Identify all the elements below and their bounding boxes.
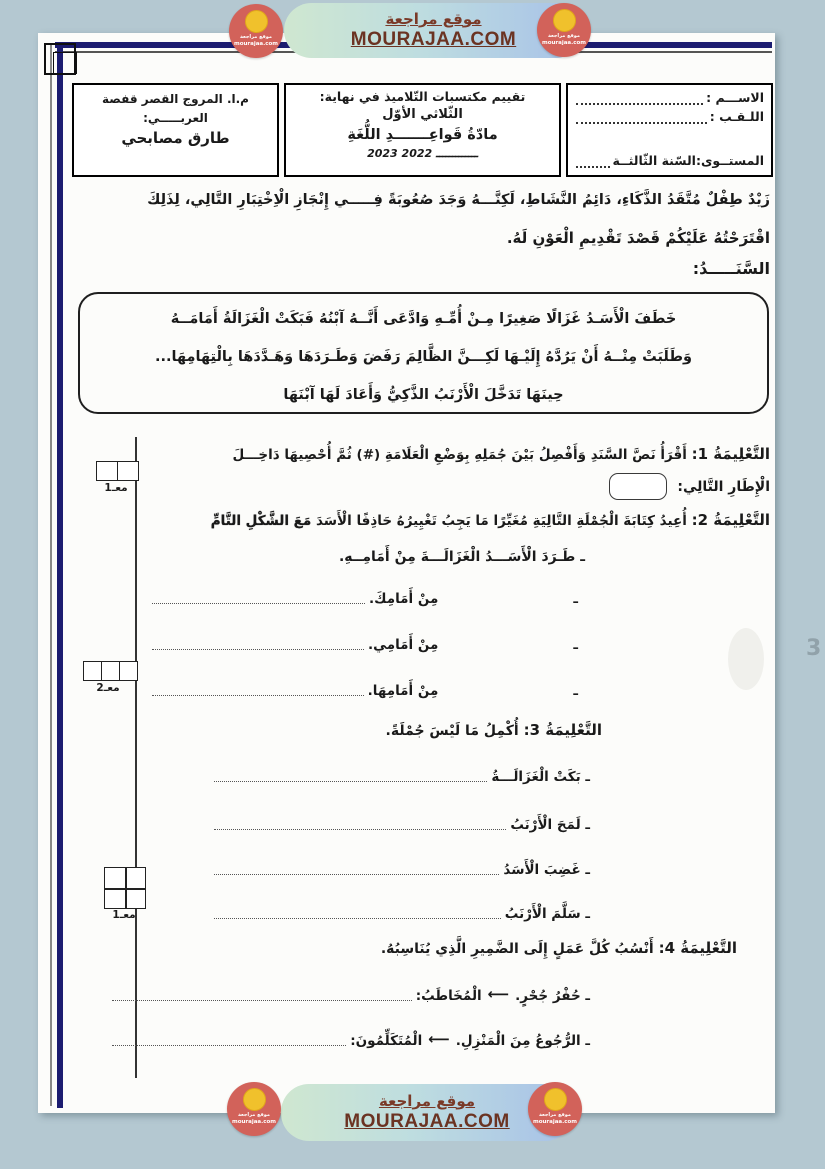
task4-pronoun-1: الْمُخَاطَبُ: <box>415 988 482 1004</box>
task3-item-2: ـ لَمَحَ الْأَرْنَبُ <box>510 817 590 833</box>
header-table <box>72 83 773 177</box>
banner-url-link[interactable]: MOURAJAA.COM <box>350 29 517 51</box>
sanad-line3: حِينَهَا تَدَخَّلَ الْأَرْنَبُ الذَّكِيُّ وَأَعَادَ لَهَا آبْنَهَا <box>283 387 564 403</box>
left-arrow-icon: ⟵ <box>487 985 510 1003</box>
dotted-answer-line[interactable] <box>214 770 487 782</box>
name-dotted-line <box>576 94 703 105</box>
logo-text-url: mourajaa.com <box>231 1119 277 1125</box>
student-info-box <box>566 83 773 177</box>
answer-frame-box[interactable] <box>609 473 667 500</box>
scan-smudge <box>728 628 764 690</box>
score-box-2-label: معـ2 <box>96 682 120 694</box>
dotted-answer-line[interactable] <box>214 907 501 919</box>
banner-title-ar: موقع مراجعة <box>385 9 482 28</box>
task4-text: أَنْسُبُ كُلَّ عَمَلٍ إِلَى الضَّمِيرِ الَّذِي يُنَاسِبُهُ. <box>380 941 654 957</box>
dotted-answer-line[interactable] <box>214 863 499 875</box>
exam-line2: الثّلاثي الأوّل <box>382 107 463 123</box>
banner-title-ar: موقع مراجعة <box>378 1091 476 1110</box>
task2-text: أُعِيدُ كِتَابَةَ الْجُمْلَةِ التَّالِيَةِ مُغَيِّرًا مَا يَجِبُ تَغْيِيرُهُ حَاذِفًا الْأَسَدَ <box>315 513 687 529</box>
mourajaa-logo-icon <box>227 1082 281 1136</box>
logo-text-ar: موقع مراجعة <box>538 1112 572 1118</box>
level-dotted-line <box>576 157 610 168</box>
exam-year: 2023 ـــــــــــــ 2022 <box>367 146 478 160</box>
dotted-answer-line[interactable] <box>152 592 365 604</box>
task4-action-2: ـ الرُّجُوعُ مِنَ الْمَنْزِلِ. <box>455 1033 590 1049</box>
school-name: م.ا. المروج القصر قفصة <box>102 92 249 106</box>
frame-left-line <box>57 42 63 1108</box>
banner-url-link[interactable]: MOURAJAA.COM <box>344 1111 510 1133</box>
level-label: المستــوى: <box>695 153 764 168</box>
task2-emphasis: مَعَ الشَّكْلِ التَّامِّ <box>210 513 312 529</box>
task2-answer-row <box>150 683 578 699</box>
score-box-3-label: معـ1 <box>112 909 136 921</box>
intro-line1: زَيْدٌ طِفْلٌ مُتَّقَدُ الذَّكَاءِ، دَائِمُ النَّشَاطِ، لَكِنَّـــهُ وَجَدَ صُعُوبَةً فِـــــي إِنْجَازِ الْاِخْتِبَارِ التَّالِي، لِذَلِكَ <box>147 192 770 208</box>
task4-answer-row <box>110 1031 590 1049</box>
task4-pronoun-2: الْمُتَكَلِّمُونَ: <box>350 1033 423 1049</box>
task2-label: التَّعْلِيمَةُ 2: <box>691 511 770 529</box>
sanad-label: السَّنَـــــدُ: <box>692 259 770 278</box>
task2-heading <box>140 507 770 534</box>
logo-text-url: mourajaa.com <box>541 40 587 46</box>
task2-item-2: مِنْ أَمَامِي. <box>367 637 439 653</box>
task3-answer-row <box>212 862 590 878</box>
sanad-text-box <box>78 292 769 414</box>
left-arrow-icon: ⟵ <box>428 1030 450 1048</box>
school-subject: العربـــــي: <box>143 110 208 125</box>
surname-row <box>573 109 764 124</box>
row-dash: ـ <box>573 637 578 653</box>
task4-answer-row <box>110 986 590 1004</box>
logo-text-ar: موقع مراجعة <box>239 34 273 40</box>
task1-text2: الْإِطَارِ التَّالِي: <box>677 478 770 495</box>
task2-sentence: ـ طَـرَدَ الْأَسَـــدُ الْغَزَالَـــةَ مِنْ أَمَامِــهِ. <box>338 549 585 565</box>
task3-item-1: ـ بَكَتْ الْغَزَالَـــةُ <box>491 769 590 785</box>
task4-heading <box>145 939 737 957</box>
task1-heading <box>140 441 770 468</box>
dotted-answer-line[interactable] <box>152 638 364 650</box>
task3-item-3: ـ غَضِبَ الْأَسَدُ <box>503 862 590 878</box>
level-value: السّنة الثّالثــة <box>612 153 696 168</box>
surname-dotted-line <box>576 113 707 124</box>
task4-action-1: ـ حُفْرُ جُحْرٍ. <box>515 988 590 1004</box>
logo-text-url: mourajaa.com <box>233 41 279 47</box>
logo-text-url: mourajaa.com <box>532 1119 578 1125</box>
task1-line2 <box>140 473 770 500</box>
task3-answer-row <box>212 817 590 833</box>
logo-book-icon <box>553 9 576 32</box>
logo-book-icon <box>544 1088 567 1111</box>
exam-line1: تقييم مكتسبات التّلاميذ في نهاية: <box>319 89 526 104</box>
row-dash: ـ <box>573 591 578 607</box>
exam-subject: مادّةُ قَواعِـــــــدِ اللُّغَةِ <box>347 126 498 143</box>
task3-text: أُكْمِلُ مَا لَيْسَ جُمْلَةً. <box>385 723 519 739</box>
mourajaa-logo-icon <box>537 3 591 57</box>
score-box-3 <box>104 867 146 909</box>
dotted-answer-line[interactable] <box>214 818 506 830</box>
page-number-artifact: 3 <box>806 636 822 661</box>
score-box-2 <box>83 661 138 681</box>
frame-corner-ornament-inner <box>53 52 77 74</box>
task3-answer-row <box>212 906 590 922</box>
task1-text: أَقْرَأُ نَصَّ السَّنَدِ وَأَفْصِلُ بَيْنَ جُمَلِهِ بِوَضْعِ الْعَلَامَةِ (#) ثُمَّ أُحْصِيهَا دَاخِـــلَ <box>232 447 687 463</box>
exam-title-box <box>284 83 561 177</box>
school-info-box <box>72 83 279 177</box>
task2-item-3: مِنْ أَمَامِهَا. <box>367 683 439 699</box>
intro-line2: اقْتَرَحْتُهُ عَلَيْكُمْ قَصْدَ تَقْدِيمِ الْعَوْنِ لَهُ. <box>506 229 770 247</box>
dotted-answer-line[interactable] <box>152 684 364 696</box>
dotted-answer-line[interactable] <box>112 989 412 1001</box>
logo-text-ar: موقع مراجعة <box>237 1112 271 1118</box>
name-label: الاســـم : <box>706 90 764 105</box>
sanad-line1: خَطَفَ الْأَسَـدُ غَزَالًا صَغِيرًا مِـنْ أُمِّـهِ وَادَّعَى أَنَّــهُ آبْنُهُ فَبَكَتْ الْغَزَالَةُ أَمَامَــهُ <box>170 311 677 327</box>
score-box-1 <box>96 461 139 481</box>
margin-rule <box>135 437 137 1078</box>
sanad-line2: وَطَلَبَتْ مِنْــهُ أَنْ يَرُدَّهُ إِلَيْـهَا لَكِـــنَّ الظَّالِمَ رَفَضَ وَطَـرَدَهَا وَهَـدَّدَهَا بِالْتِهَامِهَا... <box>155 349 692 365</box>
logo-book-icon <box>243 1088 266 1111</box>
dotted-answer-line[interactable] <box>112 1034 346 1046</box>
level-row <box>573 153 764 168</box>
task3-item-4: ـ سَلَّمَ الْأَرْنَبُ <box>504 906 590 922</box>
score-box-1-label: معـ1 <box>104 482 128 494</box>
task3-answer-row <box>212 769 590 785</box>
frame-left-thin-line <box>50 44 52 1106</box>
task1-label: التَّعْلِيمَةُ 1: <box>691 445 770 463</box>
task2-item-1: مِنْ أَمَامِكَ. <box>369 591 439 607</box>
row-dash: ـ <box>573 683 578 699</box>
task3-label: التَّعْلِيمَةُ 3: <box>523 721 602 739</box>
task4-label: التَّعْلِيمَةُ 4: <box>658 939 737 957</box>
task2-answer-row <box>150 591 578 607</box>
name-row <box>573 90 764 105</box>
logo-book-icon <box>245 10 268 33</box>
mourajaa-logo-icon <box>229 4 283 58</box>
task3-heading <box>145 721 602 739</box>
surname-label: اللـقـب : <box>709 109 764 124</box>
mourajaa-logo-icon <box>528 1082 582 1136</box>
teacher-name: طارق مصابحي <box>121 129 230 148</box>
task2-answer-row <box>150 637 578 653</box>
logo-text-ar: موقع مراجعة <box>547 33 581 39</box>
